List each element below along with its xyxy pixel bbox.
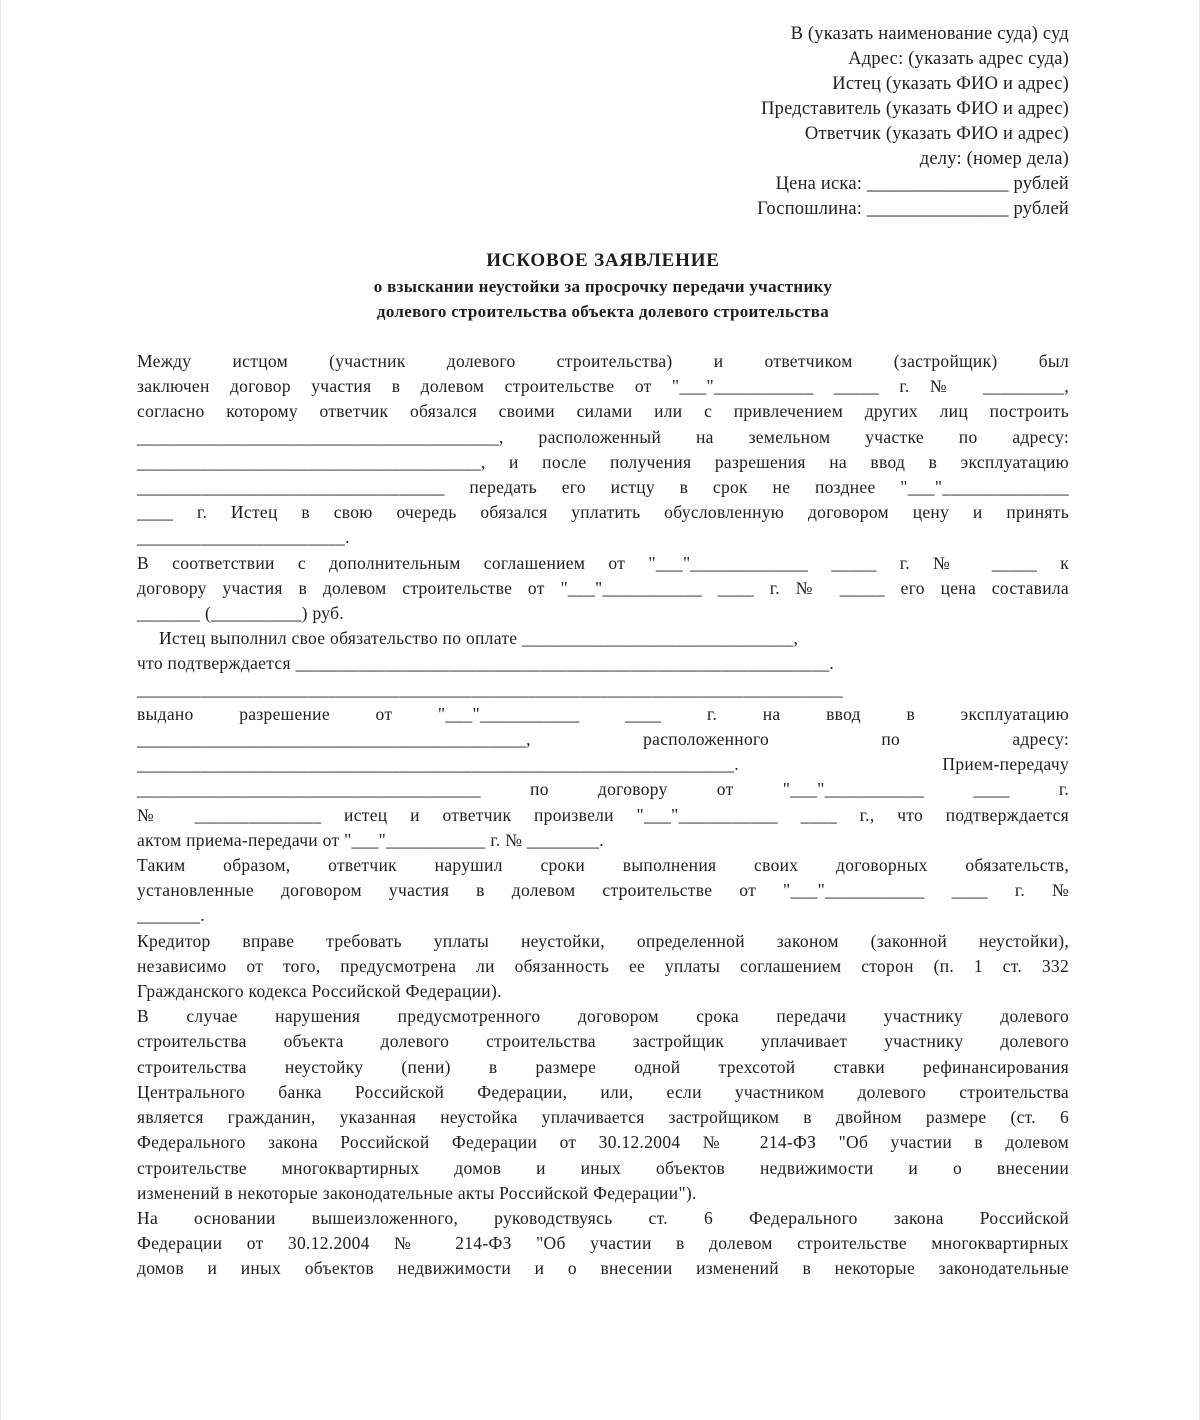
body-line: Федерального закона Российской Федерации от 30.12.2004 № 214-ФЗ "Об участии в долевом [137, 1132, 1069, 1153]
body-line: ___________________________________________, расположенного по адресу: [137, 729, 1069, 750]
header-claim-value: Цена иска: _______________ рублей [775, 174, 1069, 194]
body-line: __________________________________ передать его истцу в срок не позднее "___"______________ [137, 477, 1069, 498]
body-line: ______________________________________________________________________________ [137, 678, 843, 699]
body-line: __________________________________________________________________. Прием-передачу [137, 754, 1069, 775]
header-state-fee: Госпошлина: _______________ рублей [757, 199, 1069, 219]
body-line: договору участия в долевом строительстве от "___"___________ ____ г. № _____ его цена составила [137, 577, 1069, 598]
header-representative: Представитель (указать ФИО и адрес) [761, 99, 1069, 119]
body-line: строительства неустойку (пени) в размере одной трехсотой ставки рефинансирования [137, 1056, 1069, 1077]
header-defendant: Ответчик (указать ФИО и адрес) [804, 124, 1069, 144]
body-line: _______ (__________) руб. [137, 603, 344, 624]
body-line: Истец выполнил свое обязательство по оплате ______________________________, [159, 628, 799, 649]
body-line: строительства объекта долевого строительства застройщик уплачивает участнику долевого [137, 1031, 1069, 1052]
body-line: Федерации от 30.12.2004 № 214-ФЗ "Об участии в долевом строительстве многоквартирных [137, 1233, 1069, 1254]
body-line: _______. [137, 905, 206, 926]
body-line: является гражданин, указанная неустойка уплачивается застройщиком в двойном размере (ст. 6 [137, 1107, 1069, 1128]
body-line: _______________________. [137, 527, 350, 548]
document-title [137, 248, 1069, 324]
body-line: строительстве многоквартирных домов и иных объектов недвижимости и о внесении [137, 1157, 1069, 1178]
header-case-number: делу: (номер дела) [919, 149, 1069, 169]
body-line: ____ г. Истец в свою очередь обязался уплатить обусловленную договором цену и принять [137, 502, 1069, 523]
court-header [601, 22, 1069, 222]
body-line: На основании вышеизложенного, руководствуясь ст. 6 Федерального закона Российской [137, 1207, 1069, 1228]
body-line: В случае нарушения предусмотренного договором срока передачи участнику долевого [137, 1006, 1069, 1027]
body-line: ______________________________________, и после получения разрешения на ввод в эксплуатацию [137, 451, 1069, 472]
body-line: домов и иных объектов недвижимости и о внесении изменений в некоторые законодательные [137, 1258, 1069, 1279]
body-line: независимо от того, предусмотрена ли обязанность ее уплаты соглашением сторон (п. 1 ст. 332 [137, 955, 1069, 976]
body-line: ________________________________________, расположенный на земельном участке по адресу: [137, 426, 1069, 447]
body-line: ______________________________________ по договору от "___"___________ ____ г. [137, 779, 1069, 800]
header-court: В (указать наименование суда) суд [790, 24, 1069, 44]
title-subtitle-1: о взыскании неустойки за просрочку передачи участнику [373, 277, 833, 296]
body-line: выдано разрешение от "___"___________ ____ г. на ввод в эксплуатацию [137, 703, 1069, 724]
body-line: что подтверждается ___________________________________________________________. [137, 653, 835, 674]
body-line: заключен договор участия в долевом строительстве от "___"___________ _____ г. № _________, [137, 376, 1069, 397]
body-line: Таким образом, ответчик нарушил сроки выполнения своих договорных обязательств, [137, 855, 1069, 876]
title-main: ИСКОВОЕ ЗАЯВЛЕНИЕ [486, 250, 720, 271]
body-line: Гражданского кодекса Российской Федерации). [137, 981, 502, 1002]
body-line: Между истцом (участник долевого строительства) и ответчиком (застройщик) был [137, 351, 1069, 371]
header-court-address: Адрес: (указать адрес суда) [848, 49, 1069, 69]
body-line: В соответствии с дополнительным соглашением от "___"_____________ _____ г. № _____ к [137, 552, 1069, 573]
body-line: согласно которому ответчик обязался своими силами или с привлечением других лиц построить [137, 401, 1069, 422]
body-line: установленные договором участия в долевом строительстве от "___"___________ ____ г. № [137, 880, 1069, 901]
body-line: изменений в некоторые законодательные акты Российской Федерации"). [137, 1182, 697, 1203]
title-subtitle-2: долевого строительства объекта долевого строительства [376, 302, 830, 321]
body-line: Кредитор вправе требовать уплаты неустойки, определенной законом (законной неустойки), [137, 930, 1069, 951]
body-line: актом приема-передачи от "___"___________ г. № ________. [137, 829, 604, 850]
body-line: № ______________ истец и ответчик произвели "___"___________ ____ г., что подтверждается [137, 804, 1069, 825]
document-body [137, 349, 1069, 1282]
header-plaintiff: Истец (указать ФИО и адрес) [832, 74, 1069, 94]
body-line: Центрального банка Российской Федерации, или, если участником долевого строительства [137, 1081, 1069, 1102]
